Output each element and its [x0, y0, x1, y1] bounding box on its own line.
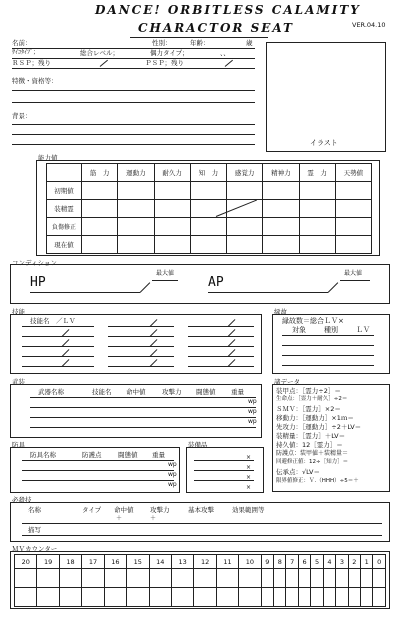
mv-number: 14 — [149, 555, 171, 569]
weapon-col-hit: 命中値 — [126, 388, 146, 396]
mv-cell — [336, 588, 348, 607]
mv-number: 3 — [336, 555, 348, 569]
mv-cell — [59, 569, 81, 588]
row-injury: 負傷修正 — [47, 218, 82, 236]
spirit-type-value: 、、 — [220, 49, 230, 57]
mv-cell — [311, 588, 323, 607]
equipment-section: 装備品 — [188, 441, 208, 449]
mv-cell — [15, 588, 37, 607]
row-equip: 装精霊 — [47, 200, 82, 218]
mv-cell — [194, 569, 216, 588]
weapon-wp-1: wp — [248, 398, 257, 405]
weapon-col-skill: 技能名 — [92, 388, 112, 396]
background-label: 背景： — [12, 112, 32, 120]
mv-cell — [194, 588, 216, 607]
mv-cell — [373, 569, 386, 588]
mv-number: 9 — [261, 555, 273, 569]
bonds-section: 縁故 — [274, 308, 287, 316]
sheet-title-line2: CHARACTOR SEAT — [138, 21, 294, 35]
mv-cell — [298, 588, 310, 607]
mv-cell — [171, 569, 193, 588]
mv-cell — [104, 569, 126, 588]
version-label: VER.04.10 — [352, 21, 386, 29]
mv-cell — [286, 588, 298, 607]
mv-counter-section: ＭＶカウンター — [12, 545, 58, 553]
features-label: 特徴・資格等： — [12, 77, 58, 85]
mv-counter-table — [14, 554, 386, 607]
mv-number: 18 — [59, 555, 81, 569]
data-line-6: 持久値：12［霊力］＝ — [276, 441, 343, 449]
mv-cell — [274, 569, 286, 588]
name-label: 名前： — [12, 39, 32, 47]
mv-cell — [149, 588, 171, 607]
mv-cell — [239, 569, 261, 588]
mv-cell — [239, 588, 261, 607]
mv-cell — [216, 569, 238, 588]
mv-number: 4 — [323, 555, 335, 569]
equip-x-4: × — [246, 484, 252, 491]
armor-col-defense: 防護点 — [82, 451, 102, 459]
weapon-col-attack: 攻撃力 — [162, 388, 182, 396]
weapon-wp-2: wp — [248, 408, 257, 415]
mv-number: 2 — [348, 555, 360, 569]
mv-cell — [104, 588, 126, 607]
armor-col-name: 防具名称 — [30, 451, 56, 459]
mv-cell — [261, 569, 273, 588]
illustration-box — [266, 42, 386, 152]
armor-section: 防具 — [12, 441, 25, 449]
spirit-type-label: 偶力タイプ； — [150, 49, 189, 57]
psychotype-label: ｻｲｺﾀｲﾌﾟ； — [12, 49, 40, 56]
special-col-base: 基本攻撃 — [188, 506, 214, 514]
mv-cell — [127, 588, 149, 607]
mv-cell — [216, 588, 238, 607]
mv-cell — [348, 588, 360, 607]
mv-cell — [37, 588, 59, 607]
data-line-5: 装精量：［霊力］＋LV＝ — [276, 432, 346, 440]
mv-number: 7 — [286, 555, 298, 569]
data-line-3: 移動力：［運動力］×1ｍ＝ — [276, 414, 354, 422]
age-unit: 歳 — [246, 39, 253, 47]
skills-section: 技能 — [12, 308, 25, 316]
data-section: 諸データ — [274, 378, 300, 386]
special-col-type: タイプ — [82, 506, 102, 514]
armor-wp-3: wp — [168, 481, 177, 488]
skill-name-header: 技能名 ／ＬＶ — [30, 317, 76, 325]
mv-cell — [348, 569, 360, 588]
mv-number: 6 — [298, 555, 310, 569]
sheet-title-line1: DANCE! ORBITLESS CALAMITY — [95, 3, 361, 17]
mv-cell — [373, 588, 386, 607]
mv-cell — [15, 569, 37, 588]
data-line-7: 防護点：装甲値＋装精量＝ — [276, 450, 349, 457]
ap-max-label: 最大値 — [344, 270, 363, 277]
mv-number: 19 — [37, 555, 59, 569]
mv-cell — [149, 569, 171, 588]
data-line-8: 回避修正値：12÷［知力］＝ — [276, 459, 349, 465]
hp-max-label: 最大値 — [156, 270, 175, 277]
mv-cell — [171, 588, 193, 607]
equip-x-3: × — [246, 474, 252, 481]
mv-cell — [59, 588, 81, 607]
row-initial: 初期値 — [47, 182, 82, 200]
mv-cell — [127, 569, 149, 588]
bonds-target-header: 対象 — [292, 326, 306, 334]
mv-cell — [298, 569, 310, 588]
condition-section: コンディション — [12, 259, 57, 267]
psp-label: ＰＳＰ；残り — [145, 59, 184, 67]
rsp-label: ＲＳＰ；残り — [12, 59, 51, 67]
mv-number: 0 — [373, 555, 386, 569]
mv-cell — [274, 588, 286, 607]
special-col-attack: 攻撃力 — [150, 506, 170, 514]
special-description-label: 描写 — [28, 526, 41, 534]
mv-cell — [361, 588, 373, 607]
data-line-4: 先攻力：［運動力］÷2＋LV＝ — [276, 423, 362, 431]
weapons-section: 武装 — [12, 378, 25, 386]
armor-col-stance: 闘態値 — [118, 451, 138, 459]
mv-cell — [286, 569, 298, 588]
mv-cell — [82, 569, 104, 588]
armor-col-weight: 重量 — [152, 451, 165, 459]
bonds-total-label: 縁故数＝総合ＬＶ× — [282, 317, 344, 325]
mv-number: 15 — [127, 555, 149, 569]
equip-x-1: × — [246, 454, 252, 461]
weapon-col-name: 武器名称 — [38, 388, 64, 396]
mv-number: 5 — [311, 555, 323, 569]
bonds-type-header: 種別 — [324, 326, 338, 334]
total-level-label: 総合レベル； — [80, 49, 119, 57]
col-psyche: 霊 力 — [299, 164, 335, 182]
data-line-2: ＳＭＶ：［霊力］×2＝ — [276, 405, 341, 413]
mv-number: 17 — [82, 555, 104, 569]
gender-label: 性別： — [152, 39, 172, 47]
mv-cell — [323, 569, 335, 588]
col-endurance: 耐久力 — [154, 164, 190, 182]
special-col-effect: 効果範囲等 — [232, 506, 265, 514]
mv-number: 1 — [361, 555, 373, 569]
special-col-name: 名称 — [28, 506, 41, 514]
mv-number: 13 — [171, 555, 193, 569]
col-agility: 運動力 — [118, 164, 154, 182]
bonds-lv-header: ＬＶ — [356, 326, 370, 334]
col-perception: 感覚力 — [227, 164, 263, 182]
col-strength: 筋 力 — [82, 164, 118, 182]
col-spirit: 精神力 — [263, 164, 299, 182]
special-hit-plus: ＋ — [116, 515, 123, 522]
mv-number: 11 — [216, 555, 238, 569]
mv-number: 12 — [194, 555, 216, 569]
weapon-col-stance: 闘態値 — [196, 388, 216, 396]
mv-cell — [323, 588, 335, 607]
special-attack-plus: ＋ — [150, 515, 157, 522]
special-col-hit: 命中値 — [114, 506, 134, 514]
armor-wp-2: wp — [168, 471, 177, 478]
mv-number: 8 — [274, 555, 286, 569]
row-current: 現在値 — [47, 236, 82, 254]
data-line-10: 限界値修正：Ｖ.（HHH）÷5＝＋ — [276, 478, 359, 484]
mv-cell — [311, 569, 323, 588]
mv-cell — [261, 588, 273, 607]
data-line-1: 生命点：［霊力＋耐久］÷2＝ — [276, 396, 348, 402]
weapon-wp-3: wp — [248, 418, 257, 425]
mv-cell — [361, 569, 373, 588]
mv-number: 20 — [15, 555, 37, 569]
illustration-label: イラスト — [310, 139, 338, 147]
weapon-col-weight: 重量 — [231, 388, 244, 396]
data-line-9: 伝承点：√LV＝ — [276, 468, 320, 476]
hp-label: HP — [30, 275, 46, 290]
age-label: 年齢： — [190, 39, 210, 47]
abilities-section: 能力値 — [38, 154, 58, 162]
data-line-0: 装甲点：［霊力÷2］＝ — [276, 387, 341, 395]
mv-cell — [37, 569, 59, 588]
armor-wp-1: wp — [168, 461, 177, 468]
equip-x-2: × — [246, 464, 252, 471]
mv-cell — [336, 569, 348, 588]
col-intellect: 知 力 — [190, 164, 226, 182]
mv-number: 16 — [104, 555, 126, 569]
mv-cell — [82, 588, 104, 607]
mv-number: 10 — [239, 555, 261, 569]
ap-label: AP — [208, 275, 224, 290]
ability-table — [46, 163, 372, 254]
col-fortune: 天勢値 — [335, 164, 371, 182]
special-section: 必殺技 — [12, 496, 32, 504]
